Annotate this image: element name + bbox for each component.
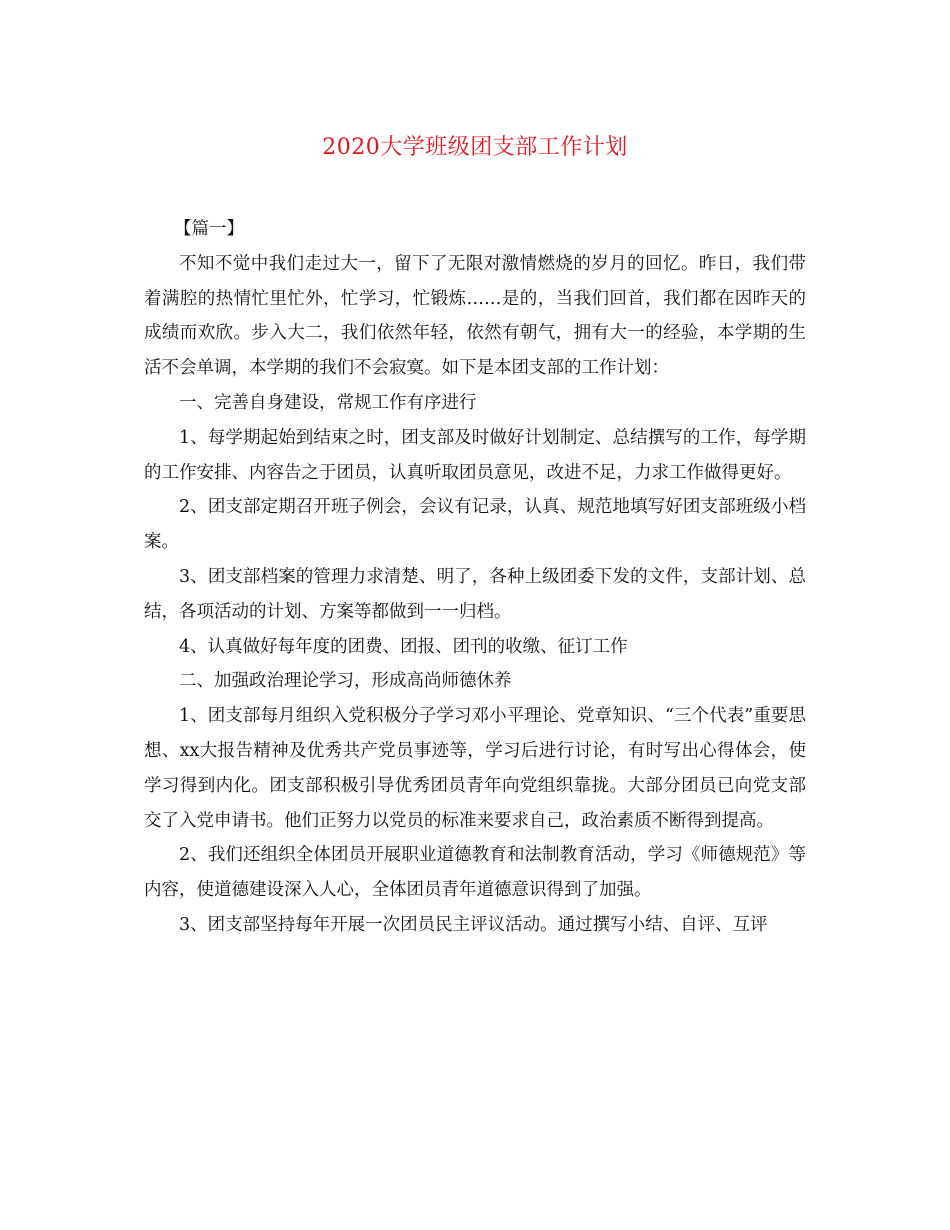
paragraph-2-3: 3、团支部坚持每年开展一次团员民主评议活动。通过撰写小结、自评、互评 — [179, 914, 768, 935]
document-body — [144, 212, 806, 943]
paragraph-1-2: 2、团支部定期召开班子例会，会议有记录，认真、规范地填写好团支部班级小档案。 — [144, 497, 806, 553]
section-heading-1: 一、完善自身建设，常规工作有序进行 — [179, 392, 477, 413]
paragraph-2-1: 1、团支部每月组织入党积极分子学习邓小平理论、党章知识、“三个代表”重要思想、xx大报告精神及优秀共产党员事迹等，学习后进行讨论，有时写出心得体会，使学习得到内化。团支部积极引导优秀团员青年向党组织靠拢。大部分团员已向党支部交了入党申请书。他们正努力以党员的标准来要求自己，政治素质不断得到提高。 — [144, 706, 806, 831]
paragraph-2-2: 2、我们还组织全体团员开展职业道德教育和法制教育活动，学习《师德规范》等内容，使道德建设深入人心，全体团员青年道德意识得到了加强。 — [144, 845, 806, 901]
section-heading-2: 二、加强政治理论学习，形成高尚师德休养 — [179, 671, 512, 692]
intro-paragraph: 不知不觉中我们走过大一，留下了无限对激情燃烧的岁月的回忆。昨日，我们带着满腔的热情忙里忙外，忙学习，忙锻炼……是的，当我们回首，我们都在因昨天的成绩而欢欣。步入大二，我们依然年轻，依然有朝气，拥有大一的经验，本学期的生活不会单调，本学期的我们不会寂寞。如下是本团支部的工作计划： — [144, 253, 806, 379]
paragraph-1-3: 3、团支部档案的管理力求清楚、明了，各种上级团委下发的文件，支部计划、总结，各项活动的计划、方案等都做到一一归档。 — [144, 566, 806, 622]
paragraph-1-1: 1、每学期起始到结束之时，团支部及时做好计划制定、总结撰写的工作，每学期的工作安排、内容告之于团员，认真听取团员意见，改进不足，力求工作做得更好。 — [144, 427, 806, 483]
document-title: 2020大学班级团支部工作计划 — [322, 135, 628, 160]
part-label: 【篇一】 — [174, 219, 244, 239]
paragraph-1-4: 4、认真做好每年度的团费、团报、团刊的收缴、征订工作 — [179, 636, 628, 657]
